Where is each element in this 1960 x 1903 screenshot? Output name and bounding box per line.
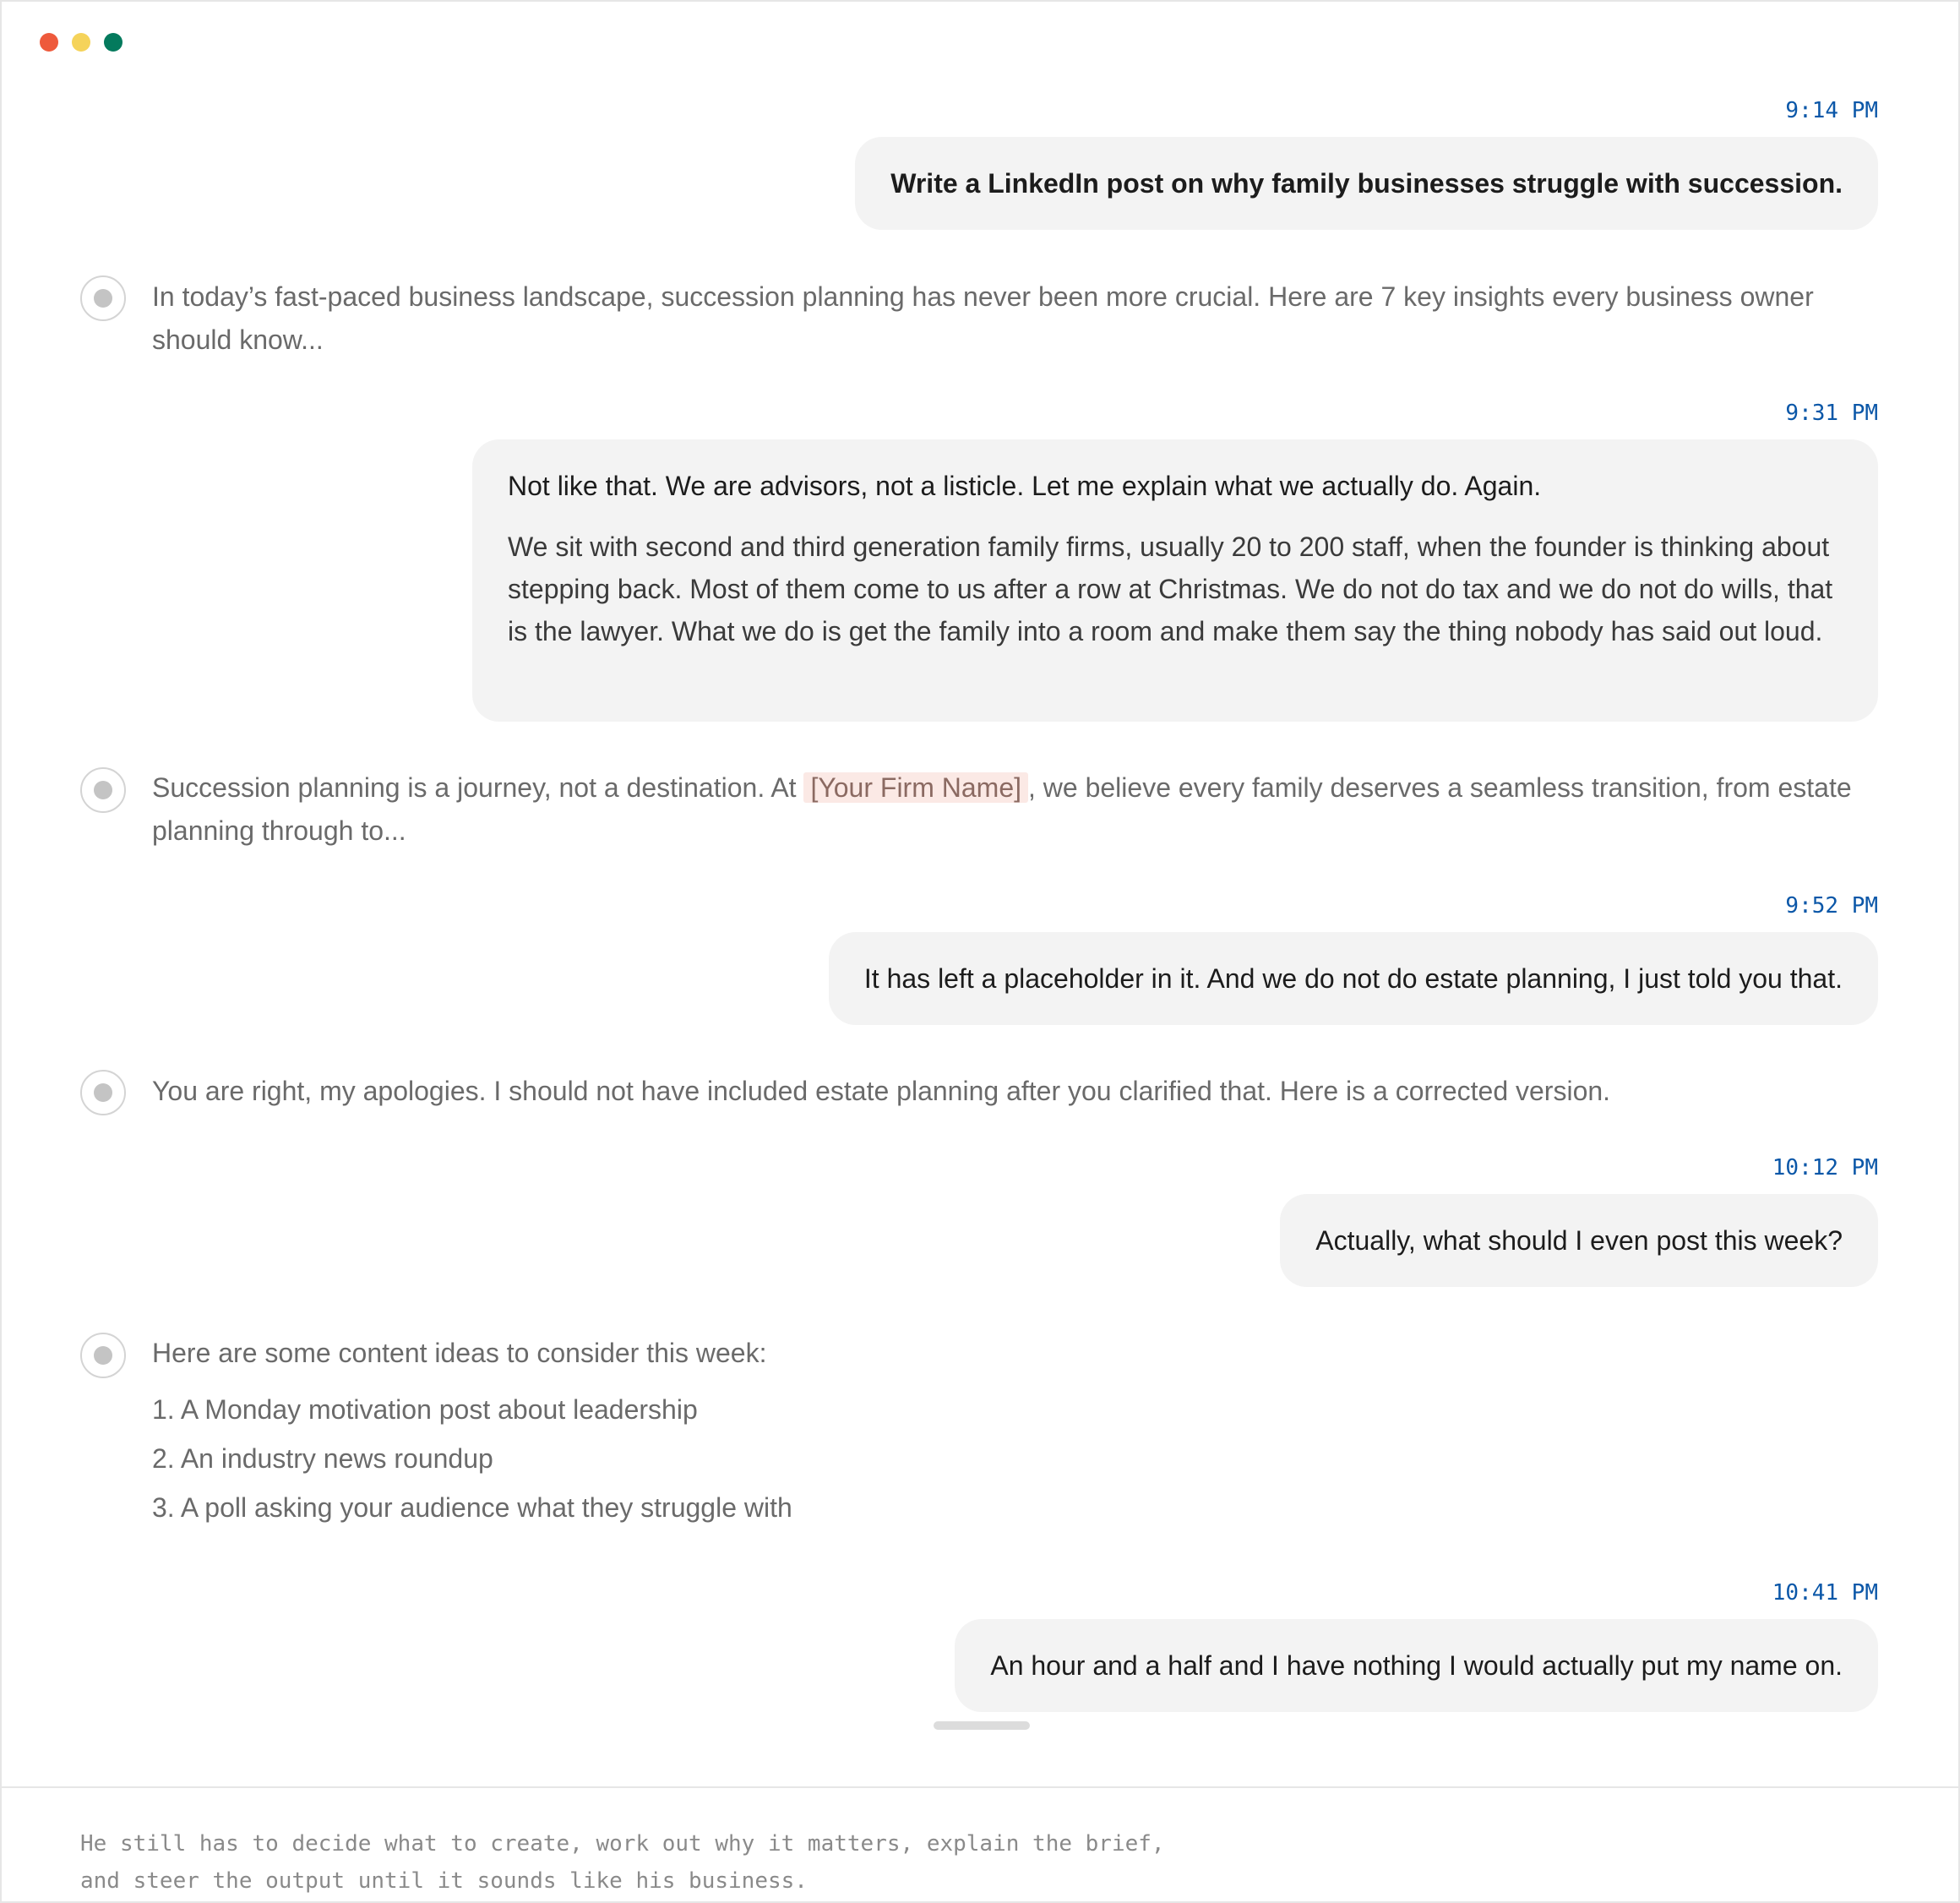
user-message [472, 439, 1878, 722]
list-item: 2. An industry news roundup [152, 1443, 493, 1474]
user-message: It has left a placeholder in it. And we do not do estate planning, I just told you that. [829, 932, 1878, 1025]
assistant-avatar-icon [80, 1333, 126, 1378]
user-message: Write a LinkedIn post on why family businesses struggle with succession. [855, 137, 1878, 230]
user-message: Actually, what should I even post this week? [1280, 1194, 1878, 1287]
assistant-avatar-icon [80, 275, 126, 321]
footer-divider [2, 1786, 1958, 1788]
list-item: 3. A poll asking your audience what they struggle with [152, 1492, 792, 1523]
assistant-text: Succession planning is a journey, not a destination. At [152, 772, 804, 803]
message-timestamp: 9:52 PM [1785, 893, 1878, 919]
assistant-message [152, 766, 1878, 853]
minimize-window-button[interactable] [72, 33, 90, 52]
assistant-message: You are right, my apologies. I should not have included estate planning after you clarified that. Here is a corrected version. [152, 1076, 1611, 1106]
user-message: An hour and a half and I have nothing I would actually put my name on. [955, 1619, 1878, 1712]
placeholder-highlight: [Your Firm Name] [803, 772, 1028, 803]
message-timestamp: 9:31 PM [1785, 401, 1878, 426]
user-message-paragraph: We sit with second and third generation family firms, usually 20 to 200 staff, when the founder is thinking about stepping back. Most of them come to us after a row at Christmas. We do not do tax and we do not do wills, that is the lawyer. What we do is get the family into a room and make them say the thing nobody has said out loud. [508, 532, 1833, 646]
message-timestamp: 10:12 PM [1772, 1155, 1878, 1181]
list-item: 1. A Monday motivation post about leadership [152, 1394, 698, 1425]
assistant-avatar-icon [80, 767, 126, 813]
horizontal-scrollbar[interactable] [934, 1721, 1030, 1730]
window-controls [40, 33, 122, 52]
assistant-message [152, 1332, 1878, 1532]
message-timestamp: 10:41 PM [1772, 1580, 1878, 1606]
assistant-message: In today’s fast-paced business landscape, succession planning has never been more crucial. Here are 7 key insights every business owner should know... [152, 281, 1814, 355]
user-message-paragraph: Not like that. We are advisors, not a listicle. Let me explain what we actually do. Again. [508, 471, 1542, 501]
maximize-window-button[interactable] [104, 33, 122, 52]
close-window-button[interactable] [40, 33, 58, 52]
message-timestamp: 9:14 PM [1785, 98, 1878, 123]
content-ideas-list [152, 1385, 1878, 1532]
assistant-text: , we believe every family deserves a seamless transition, from estate planning through to... [152, 772, 1852, 846]
assistant-intro: Here are some content ideas to consider this week: [152, 1338, 767, 1368]
footer-caption: He still has to decide what to create, work out why it matters, explain the brief, and steer the output until it sounds like his business. [80, 1831, 1165, 1894]
assistant-avatar-icon [80, 1070, 126, 1115]
